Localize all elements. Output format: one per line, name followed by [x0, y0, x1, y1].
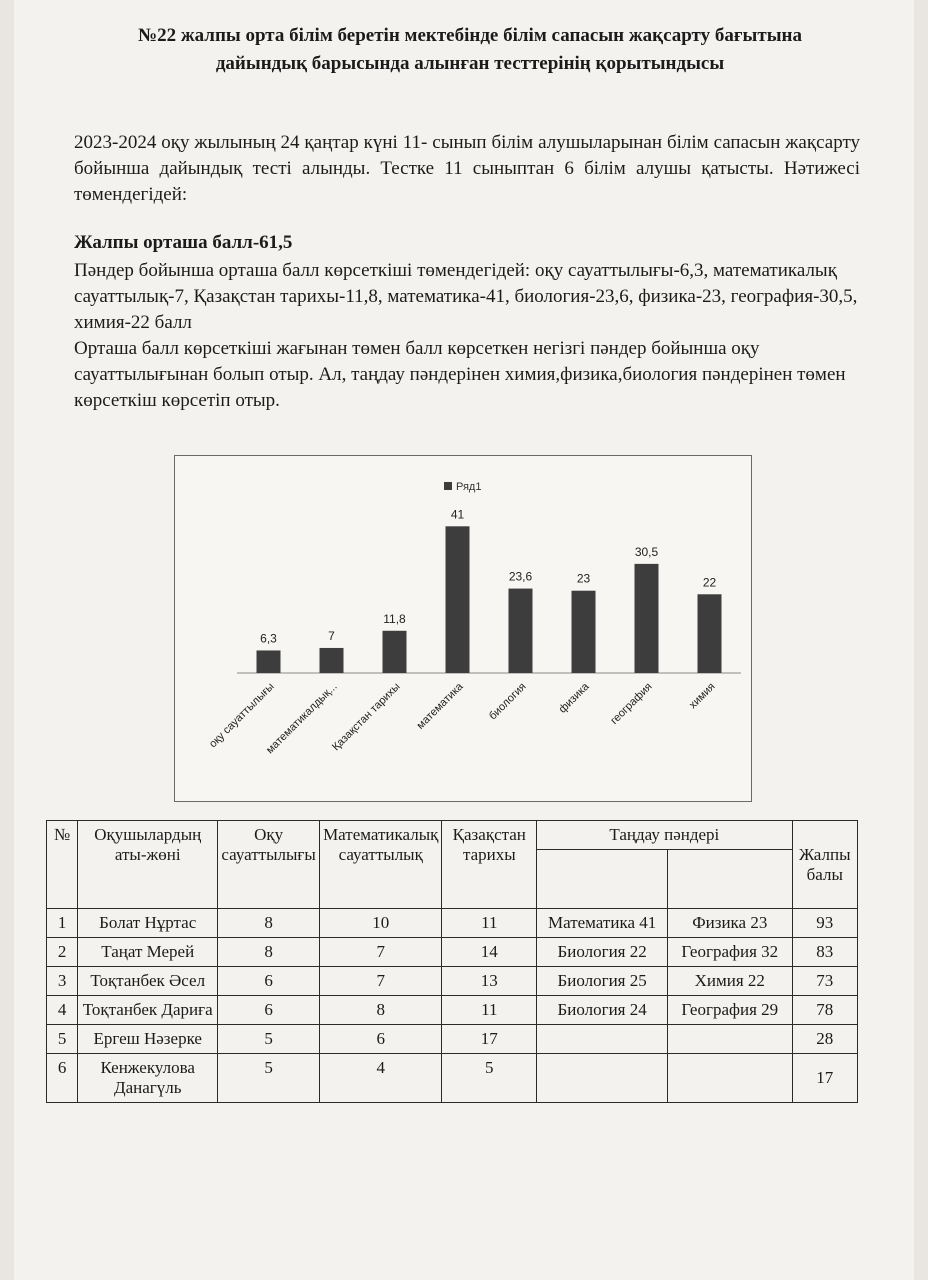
cell-reading: 6 [218, 996, 320, 1025]
table-body [47, 909, 858, 1103]
bar-7 [698, 594, 722, 673]
cell-elective-2: География 29 [668, 996, 792, 1025]
data-label-7: 22 [702, 575, 717, 590]
table-row [47, 1054, 858, 1103]
cell-name: Кенжекулова Данагүль [78, 1054, 218, 1103]
header-elective-1 [537, 850, 668, 909]
data-label-4: 23,6 [508, 569, 533, 584]
cell-reading: 8 [218, 938, 320, 967]
cell-elective-2: Физика 23 [668, 909, 792, 938]
cell-num: 3 [47, 967, 78, 996]
header-num: № [47, 821, 78, 909]
data-label-0: 6,3 [260, 631, 277, 646]
table-row [47, 1025, 858, 1054]
table-row [47, 938, 858, 967]
cell-name: Ергеш Нәзерке [78, 1025, 218, 1054]
category-label-4: биология [486, 680, 529, 723]
header-electives: Таңдау пәндері [537, 821, 792, 850]
cell-reading: 6 [218, 967, 320, 996]
table-row [47, 967, 858, 996]
header-elective-2 [668, 850, 792, 909]
cell-math-literacy: 7 [320, 967, 442, 996]
table-row [47, 996, 858, 1025]
bar-1 [320, 648, 344, 673]
data-label-5: 23 [576, 571, 591, 586]
cell-total: 93 [792, 909, 857, 938]
cell-history: 13 [442, 967, 537, 996]
cell-total: 28 [792, 1025, 857, 1054]
cell-math-literacy: 6 [320, 1025, 442, 1054]
header-reading: Оқу сауаттылығы [218, 821, 320, 909]
table-row [47, 909, 858, 938]
subject-averages-text: Пәндер бойынша орташа балл көрсеткіші төмендегідей: оқу сауаттылығы-6,3, математикалық сауаттылық-7, Қазақстан тарихы-11,8, математика-41, биология-23,6, физика-23, география-30,5, химия-22 балл [74, 260, 858, 333]
category-label-0: оқу сауаттылығы [206, 680, 277, 751]
bar-2 [383, 631, 407, 673]
cell-reading: 5 [218, 1025, 320, 1054]
bar-4 [509, 589, 533, 673]
cell-elective-1: Биология 24 [537, 996, 668, 1025]
data-label-1: 7 [328, 628, 335, 643]
bar-3 [446, 526, 470, 673]
cell-history: 14 [442, 938, 537, 967]
header-history: Қазақстан тарихы [442, 821, 537, 909]
cell-num: 1 [47, 909, 78, 938]
cell-elective-1: Биология 22 [537, 938, 668, 967]
cell-total: 83 [792, 938, 857, 967]
cell-history: 17 [442, 1025, 537, 1054]
category-label-5: физика [556, 680, 592, 716]
cell-math-literacy: 10 [320, 909, 442, 938]
bar-5 [572, 591, 596, 673]
results-table [46, 820, 858, 1103]
cell-num: 2 [47, 938, 78, 967]
cell-elective-1: Математика 41 [537, 909, 668, 938]
cell-num: 4 [47, 996, 78, 1025]
cell-elective-1 [537, 1025, 668, 1054]
cell-history: 11 [442, 996, 537, 1025]
category-label-3: математика [414, 680, 466, 732]
legend-swatch [444, 482, 452, 490]
conclusion-text: Орташа балл көрсеткіші жағынан төмен балл көрсеткен негізгі пәндер бойынша оқу сауаттылығынан болып отыр. Ал, таңдау пәндерінен химия,физика,биология пәндерінен төмен көрсеткіш көрсетіп отыр. [74, 338, 846, 411]
cell-elective-1 [537, 1054, 668, 1103]
header-total: Жалпы балы [792, 821, 857, 909]
cell-elective-2: География 32 [668, 938, 792, 967]
cell-math-literacy: 8 [320, 996, 442, 1025]
cell-elective-2 [668, 1025, 792, 1054]
cell-elective-2: Химия 22 [668, 967, 792, 996]
subjects-paragraph [74, 258, 860, 414]
title-line-1: №22 жалпы орта білім беретін мектебінде білім сапасын жақсарту бағытына [138, 25, 802, 46]
cell-total: 17 [792, 1054, 857, 1103]
cell-num: 6 [47, 1054, 78, 1103]
category-label-7: химия [686, 680, 718, 712]
cell-total: 78 [792, 996, 857, 1025]
header-name: Оқушылардың аты-жөні [78, 821, 218, 909]
bar-6 [635, 564, 659, 673]
category-label-6: география [608, 680, 655, 727]
cell-name: Болат Нұртас [78, 909, 218, 938]
header-math-literacy: Математикалық сауаттылық [320, 821, 442, 909]
cell-elective-1: Биология 25 [537, 967, 668, 996]
cell-history: 11 [442, 909, 537, 938]
data-label-3: 41 [450, 507, 465, 522]
table-header-row [47, 821, 858, 850]
data-label-6: 30,5 [634, 544, 659, 559]
cell-elective-2 [668, 1054, 792, 1103]
cell-math-literacy: 4 [320, 1054, 442, 1103]
category-label-1: математикалдық... [263, 680, 340, 757]
intro-paragraph: 2023-2024 оқу жылының 24 қаңтар күні 11- сынып білім алушыларынан білім сапасын жақсарту бойынша дайындық тесті алынды. Тестке 11 сыныптан 6 білім алушы қатысты. Нәтижесі төмендегідей: [74, 132, 860, 205]
cell-total: 73 [792, 967, 857, 996]
bar-0 [257, 650, 281, 673]
category-label-2: Қазақстан тарихы [329, 680, 403, 754]
cell-name: Тоқтанбек Дариға [78, 996, 218, 1025]
data-label-2: 11,8 [383, 611, 406, 626]
bars-group [207, 507, 722, 756]
legend-label: Ряд1 [456, 481, 482, 493]
cell-reading: 8 [218, 909, 320, 938]
title-line-2: дайындық барысында алынған тесттерінің қорытындысы [215, 53, 725, 74]
cell-num: 5 [47, 1025, 78, 1054]
cell-name: Тоқтанбек Әсел [78, 967, 218, 996]
bar-chart [174, 455, 752, 802]
cell-history: 5 [442, 1054, 537, 1103]
overall-average: Жалпы орташа балл-61,5 [74, 232, 293, 253]
chart-canvas [175, 456, 751, 801]
cell-reading: 5 [218, 1054, 320, 1103]
cell-math-literacy: 7 [320, 938, 442, 967]
cell-name: Таңат Мерей [78, 938, 218, 967]
document-title [70, 22, 870, 78]
